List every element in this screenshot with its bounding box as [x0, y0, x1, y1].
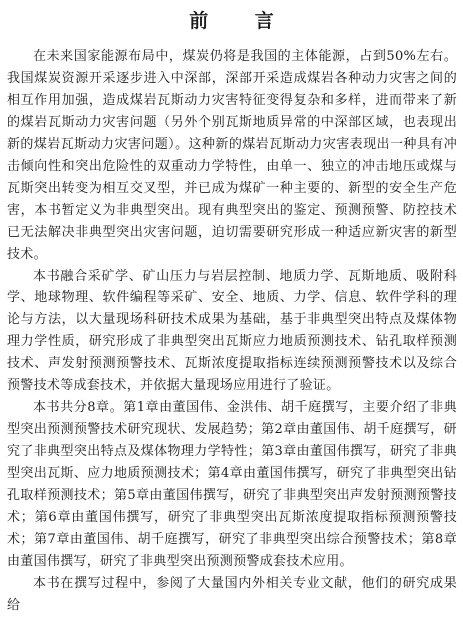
paragraph-4: 本书在撰写过程中，参阅了大量国内外相关专业文献，他们的研究成果给 [7, 575, 457, 613]
page-title: 前 言 [189, 10, 294, 32]
document-body [7, 46, 457, 617]
paragraph-2: 本书融合采矿学、矿山压力与岩层控制、地质力学、瓦斯地质、吸附科学、地球物理、软件编程等采矿、安全、地质、力学、信息、软件学科的理论与方法，以大量现场科研技术成果为基础，基于非典型突出特点及煤体物理力学性质，研究形成了非典型突出瓦斯应力地质预测技术、钻孔取样预测技术、声发射预测预警技术、瓦斯浓度提取指标连续预测预警技术以及综合预警技术等成套技术，并依据大量现场应用进行了验证。 [7, 268, 457, 394]
paragraph-1: 在未来国家能源布局中，煤炭仍将是我国的主体能源，占到50%左右。我国煤炭资源开采逐步进入中深部，深部开采造成煤岩各种动力灾害之间的相互作用加强，造成煤岩瓦斯动力灾害特征变得复杂和多样，进而带来了新的煤岩瓦斯动力灾害问题（另外个别瓦斯地质异常的中深部区域，也表现出新的煤岩瓦斯动力灾害问题）。这种新的煤岩瓦斯动力灾害表现出一种具有冲击倾向性和突出危险性的双重动力学特性，由单一、独立的冲击地压或煤与瓦斯突出转变为相互交叉型，并已成为煤矿一种主要的、新型的安全生产危害，本书暂定义为非典型突出。现有典型突出的鉴定、预测预警、防控技术已无法解决非典型突出灾害问题，迫切需要研究形成一种适应新灾害的新型技术。 [7, 49, 457, 262]
paragraph-3: 本书共分8章。第1章由董国伟、金洪伟、胡千庭撰写，主要介绍了非典型突出预测预警技术研究现状、发展趋势；第2章由董国伟、胡千庭撰写，研究了非典型突出特点及煤体物理力学特性；第3章由董国伟撰写，研究了非典型突出瓦斯、应力地质预测技术；第4章由董国伟撰写，研究了非典型突出钻孔取样预测技术；第5章由董国伟撰写，研究了非典型突出声发射预测预警技术；第6章由董国伟撰写，研究了非典型突出瓦斯浓度提取指标预测预警技术；第7章由董国伟、胡千庭撰写，研究了非典型突出综合预警技术；第8章由董国伟撰写，研究了非典型突出预测预警成套技术应用。 [7, 400, 457, 569]
